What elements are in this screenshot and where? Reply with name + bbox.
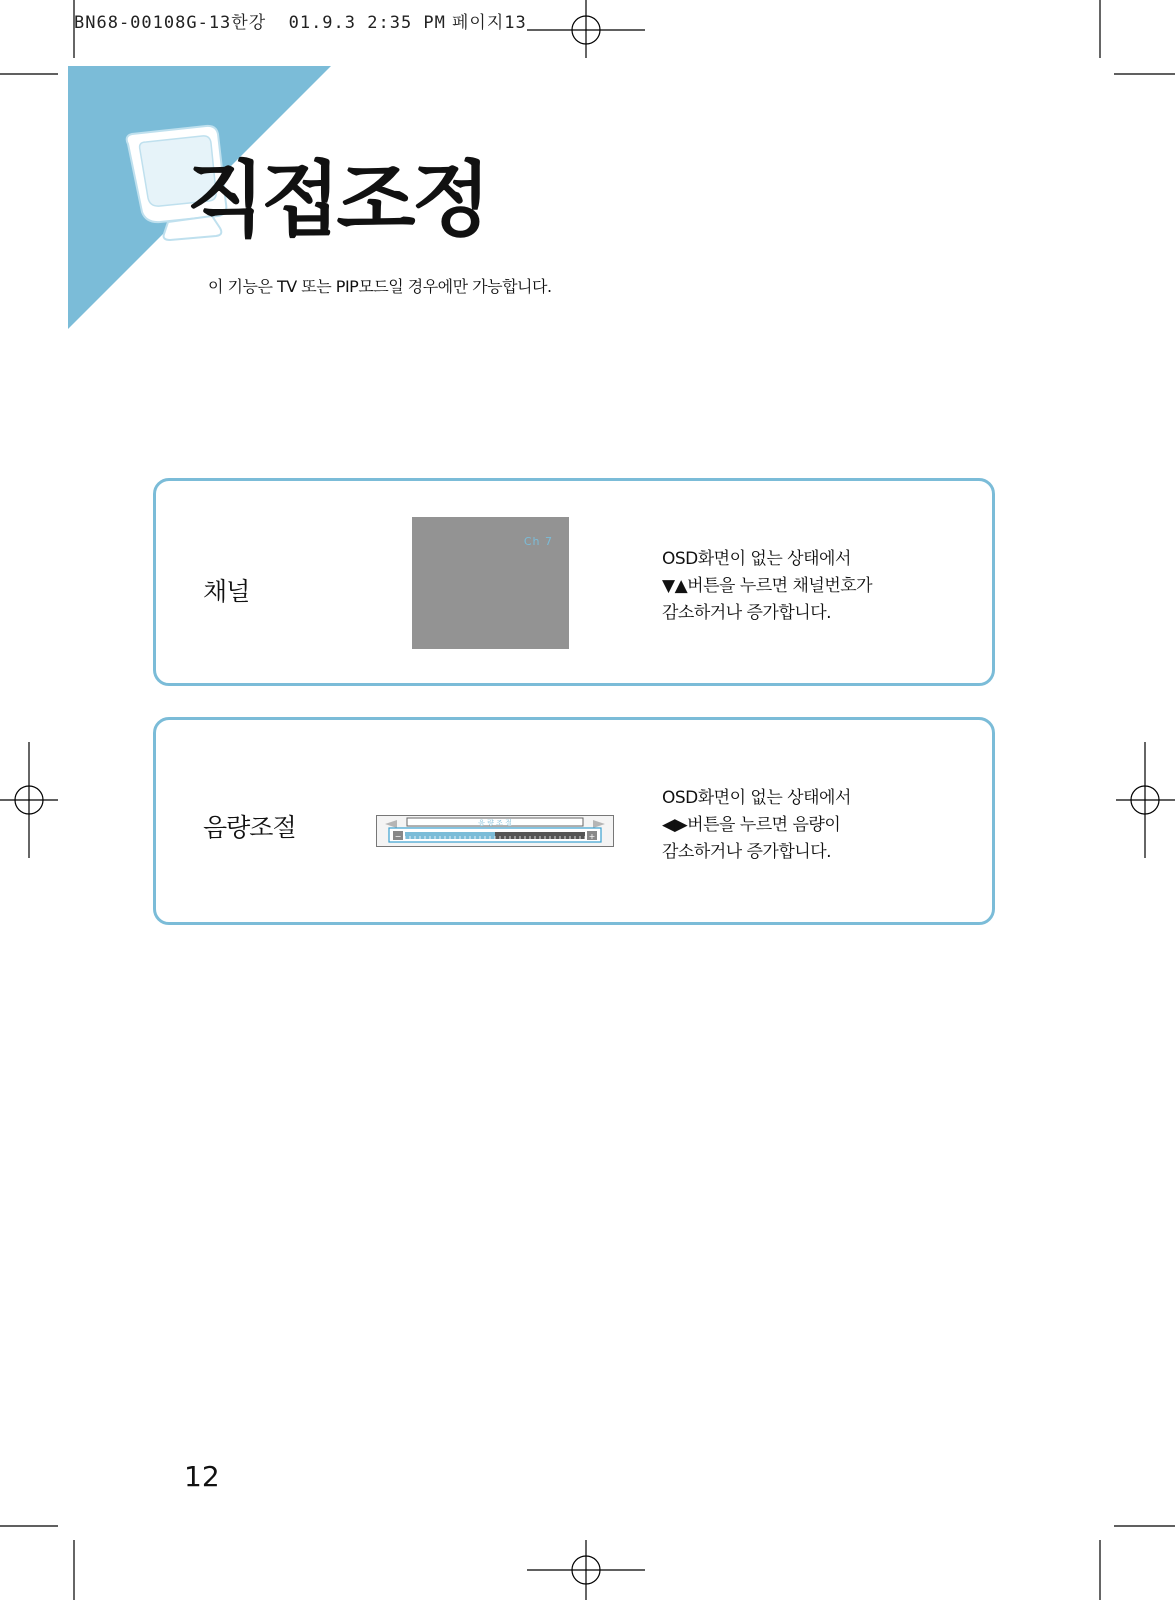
volume-label: 음량조절 (203, 813, 296, 842)
page-title: 직접조정 (186, 153, 487, 248)
volume-osd-bar (376, 815, 614, 847)
page-subtitle: 이 기능은 TV 또는 PIP모드일 경우에만 가능합니다. (208, 277, 552, 296)
volume-description-line: 감소하거나 증가합니다. (662, 842, 832, 862)
volume-description-line: OSD화면이 없는 상태에서 (662, 788, 851, 808)
channel-label: 채널 (203, 577, 250, 606)
page-number: 12 (184, 1460, 220, 1493)
volume-description (662, 785, 851, 866)
svg-text:−: − (394, 832, 402, 841)
registration-mark-bottom (527, 1540, 645, 1600)
crop-mark-top-left (0, 0, 74, 74)
speaker-high-icon (593, 820, 605, 828)
print-job-info: BN68-00108G-13한강 01.9.3 2:35 PM (74, 13, 446, 33)
speaker-low-icon (385, 820, 397, 828)
registration-mark-left (0, 742, 58, 858)
volume-osd-title: 음 량 조 절 (478, 819, 512, 827)
channel-osd-text: Ch 7 (523, 535, 553, 548)
volume-description-line: ◀▶버튼을 누르면 음량이 (662, 815, 841, 835)
registration-mark-right (1116, 742, 1175, 858)
channel-description-line: 감소하거나 증가합니다. (662, 603, 832, 623)
svg-text:+: + (588, 832, 596, 841)
volume-osd-graphic (377, 816, 613, 846)
registration-mark-top (527, 0, 645, 58)
channel-description (662, 546, 872, 627)
crop-mark-bottom-right (1100, 1526, 1175, 1600)
crop-mark-top-right (1100, 0, 1175, 74)
channel-description-line: ▼▲버튼을 누르면 채널번호가 (662, 576, 873, 596)
channel-osd-screen (412, 517, 569, 649)
crop-mark-bottom-left (0, 1526, 74, 1600)
print-page-info: 페이지13 (452, 13, 527, 33)
channel-description-line: OSD화면이 없는 상태에서 (662, 549, 851, 569)
